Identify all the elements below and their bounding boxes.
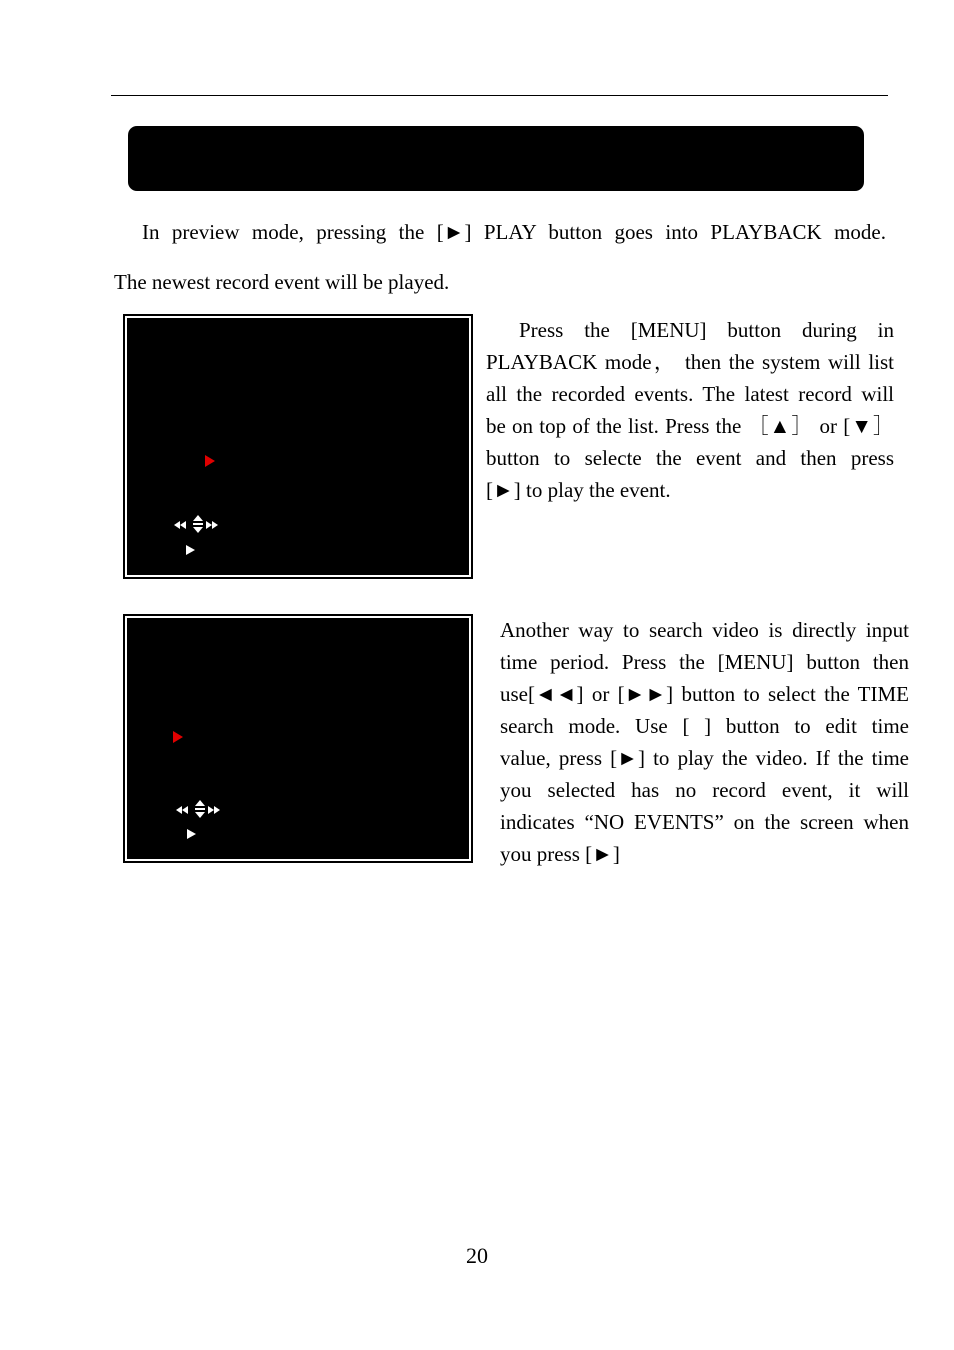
section2-line: search mode. Use [ ] button to edit time	[500, 714, 909, 738]
section1-line: all the recorded events. The latest record will	[486, 382, 894, 406]
page-number: 20	[466, 1243, 488, 1268]
play-icon	[187, 829, 196, 839]
section1-line: button to selecte the event and then press	[486, 446, 894, 470]
section-title-bar	[128, 126, 864, 191]
intro-paragraph-line1: In preview mode, pressing the [►] PLAY button goes into PLAYBACK mode.	[142, 220, 886, 244]
navigation-keys-icon	[176, 800, 224, 820]
section2-paragraph	[500, 614, 909, 870]
play-icon	[186, 545, 195, 555]
section2-line: indicates “NO EVENTS” on the screen when	[500, 810, 909, 834]
section1-line: be on top of the list. Press the ［▲］ or [▼］	[486, 414, 894, 438]
section2-line: use[◄◄] or [►►] button to select the TIME	[500, 682, 909, 706]
section2-line: value, press [►] to play the video. If the time	[500, 746, 909, 770]
section1-line: Press the [MENU] button during in	[519, 318, 894, 342]
playback-event-list-screenshot	[124, 315, 472, 578]
navigation-keys-icon	[174, 515, 222, 535]
section1-line: PLAYBACK mode， then the system will list	[486, 350, 894, 374]
selection-arrow-icon	[173, 731, 183, 743]
section2-line: time period. Press the [MENU] button then	[500, 650, 909, 674]
section2-line: Another way to search video is directly input	[500, 618, 909, 642]
header-rule	[111, 95, 888, 96]
time-search-screenshot	[124, 615, 472, 862]
section2-line: you press [►]	[500, 842, 620, 866]
section1-line: [►] to play the event.	[486, 478, 671, 502]
section2-line: you selected has no record event, it will	[500, 778, 909, 802]
selection-arrow-icon	[205, 455, 215, 467]
section1-paragraph	[486, 314, 894, 506]
intro-paragraph-line2: The newest record event will be played.	[114, 270, 450, 294]
